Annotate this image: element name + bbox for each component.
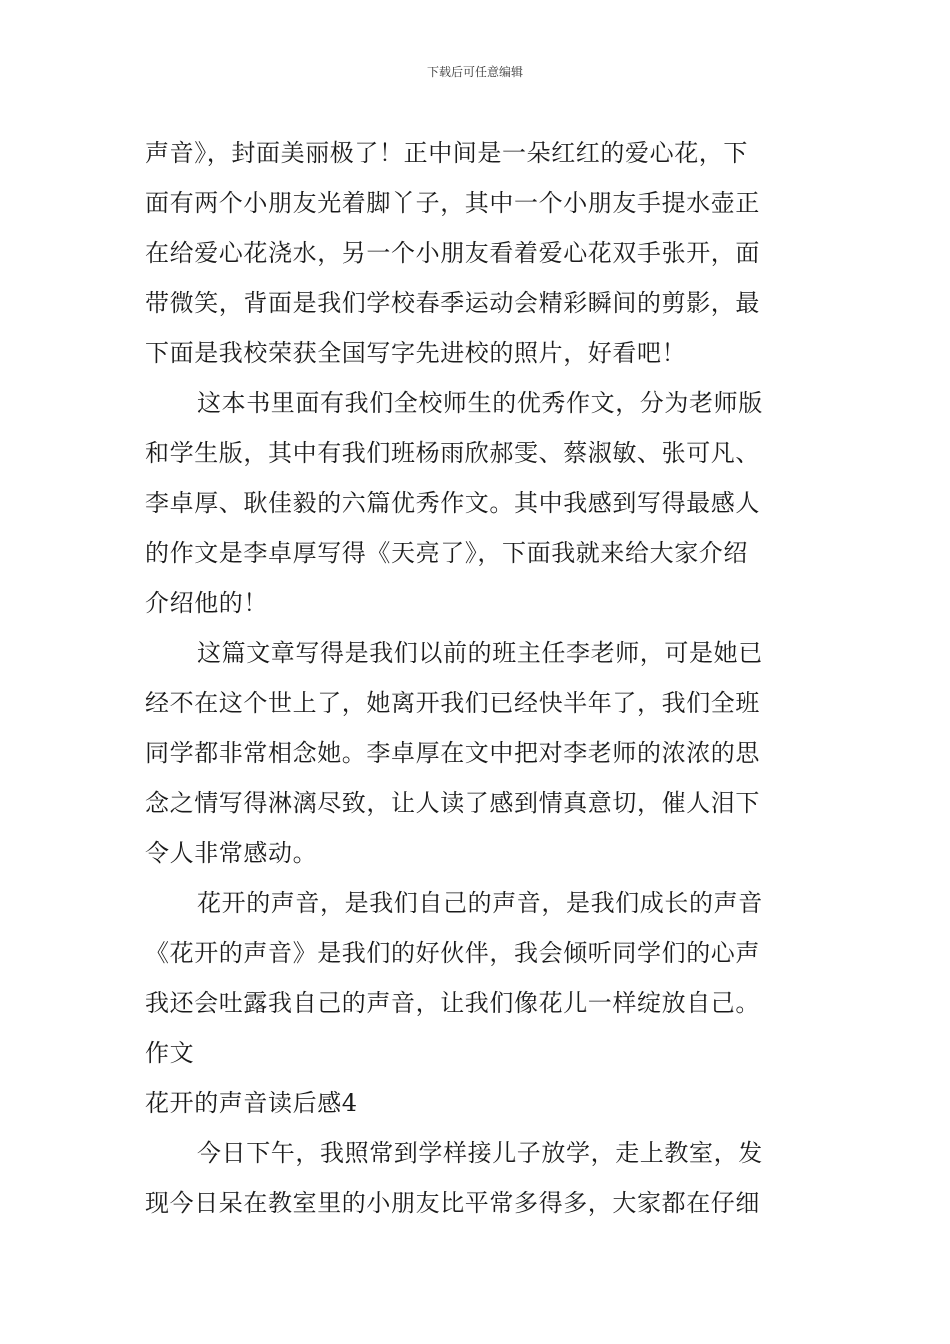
- text-line: 令人非常感动。: [145, 839, 318, 867]
- text-line: 带微笑，背面是我们学校春季运动会精彩瞬间的剪影，最: [145, 289, 760, 317]
- document-body: [145, 128, 805, 1228]
- text-line: 这本书里面有我们全校师生的优秀作文，分为老师版: [197, 389, 763, 417]
- text-line: 作文: [145, 1039, 195, 1067]
- text-line: 下面是我校荣获全国写字先进校的照片，好看吧！: [145, 339, 687, 367]
- text-line: 花开的声音读后感4: [145, 1089, 358, 1117]
- text-line: 我还会吐露我自己的声音，让我们像花儿一样绽放自己。: [145, 989, 760, 1017]
- text-line: 《花开的声音》是我们的好伙伴，我会倾听同学们的心声: [145, 939, 760, 967]
- text-line: 李卓厚、耿佳毅的六篇优秀作文。其中我感到写得最感人: [145, 489, 760, 517]
- text-line: 花开的声音，是我们自己的声音，是我们成长的声音: [197, 889, 763, 917]
- text-line: 面有两个小朋友光着脚丫子，其中一个小朋友手提水壶正: [145, 189, 760, 217]
- text-line: 念之情写得淋漓尽致，让人读了感到情真意切，催人泪下: [145, 789, 760, 817]
- text-line: 的作文是李卓厚写得《天亮了》，下面我就来给大家介绍: [145, 539, 748, 567]
- text-line: 现今日呆在教室里的小朋友比平常多得多，大家都在仔细: [145, 1189, 760, 1217]
- text-line: 这篇文章写得是我们以前的班主任李老师，可是她已: [197, 639, 763, 667]
- text-line: 介绍他的！: [145, 589, 268, 617]
- text-line: 今日下午，我照常到学样接儿子放学，走上教室，发: [197, 1139, 763, 1167]
- text-line: 和学生版，其中有我们班杨雨欣郝雯、蔡淑敏、张可凡、: [145, 439, 760, 467]
- text-line: 经不在这个世上了，她离开我们已经快半年了，我们全班: [145, 689, 760, 717]
- text-line: 同学都非常相念她。李卓厚在文中把对李老师的浓浓的思: [145, 739, 760, 767]
- page-header: 下载后可任意编辑: [426, 65, 523, 79]
- text-line: 在给爱心花浇水，另一个小朋友看着爱心花双手张开，面: [145, 239, 760, 267]
- text-line: 声音》，封面美丽极了！正中间是一朵红红的爱心花，下: [145, 139, 748, 167]
